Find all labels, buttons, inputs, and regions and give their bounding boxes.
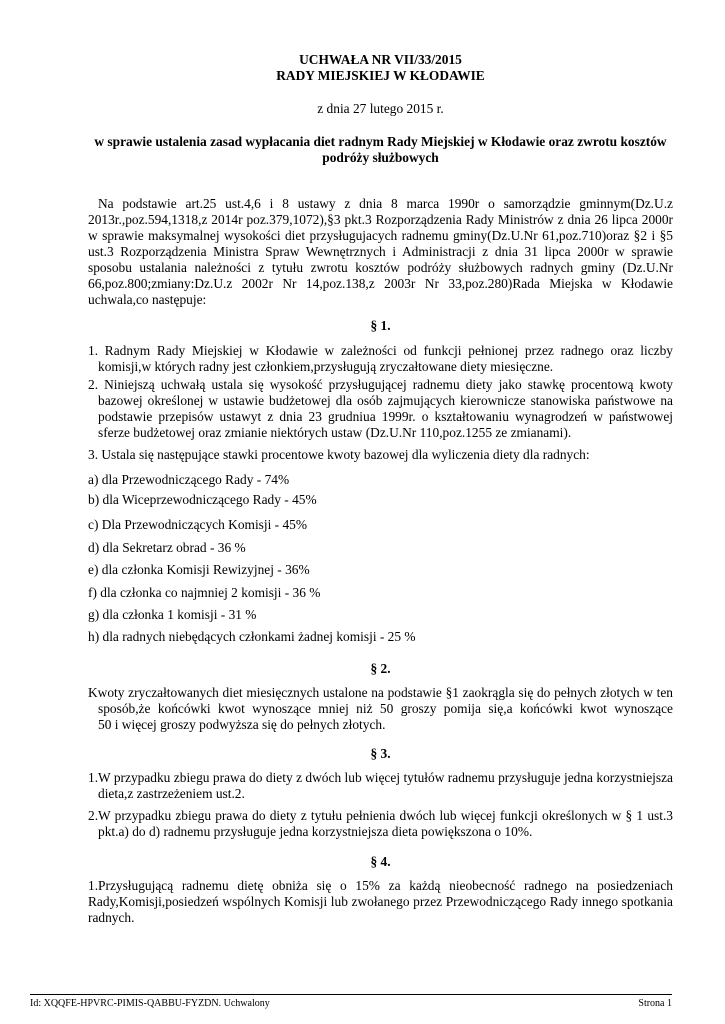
footer-divider: [30, 994, 672, 995]
rate-g: g) dla członka 1 komisji - 31 %: [88, 607, 257, 622]
rate-a: a) dla Przewodniczącego Rady - 74%: [88, 472, 290, 487]
s3-item-2: 2.W przypadku zbiegu prawa do diety z tytułu pełnienia dwóch lub więcej funkcji określonych w § 1 ust.3 pkt.a) do d) radnemu przysługuje jedna korzystniejsza dieta powiększona o 10%.: [88, 808, 673, 839]
section-2-heading: § 2.: [370, 661, 391, 676]
resolution-date: z dnia 27 lutego 2015 r.: [317, 101, 444, 116]
section-3-heading: § 3.: [370, 746, 391, 761]
rate-b: b) dla Wiceprzewodniczącego Rady - 45%: [88, 492, 317, 507]
rate-c: c) Dla Przewodniczących Komisji - 45%: [88, 517, 308, 532]
s1-item-1: 1. Radnym Rady Miejskiej w Kłodawie w zależności od funkcji pełnionej przez radnego oraz liczby komisji,w których radny jest członkiem,przysługują zryczałtowane diety miesięczne.: [88, 343, 673, 374]
s1-item-3: 3. Ustala się następujące stawki procentowe kwoty bazowej dla wyliczenia diety dla radnych:: [88, 447, 590, 462]
section-1-heading: § 1.: [370, 318, 391, 333]
rate-d: d) dla Sekretarz obrad - 36 %: [88, 540, 246, 555]
rate-h: h) dla radnych niebędących członkami żadnej komisji - 25 %: [88, 629, 416, 644]
s2-text: Kwoty zryczałtowanych diet miesięcznych ustalone na podstawie §1 zaokrągla się do pełnych złotych w ten sposób,że końcówki kwot wynoszące mniej niż 50 groszy pomija się,a końcówki kwot wynoszące 50 i więcej groszy podwyższa się do pełnych złotych.: [88, 685, 673, 732]
resolution-number: UCHWAŁA NR VII/33/2015: [299, 52, 462, 67]
section-4-heading: § 4.: [370, 854, 391, 869]
preamble: Na podstawie art.25 ust.4,6 i 8 ustawy z dnia 8 marca 1990r o samorządzie gminnym(Dz.U.z 2013r.,poz.594,1318,z 2014r poz.379,1072),§3 pkt.3 Rozporządzenia Rady Ministrów z dnia 26 lipca 2000r w sprawie maksymalnej wysokości diet przysługujacych radnemu gminy(Dz.U.Nr 61,poz.710)oraz §2 i §5 ust.3 Rozporządzenia Ministra Spraw Wewnętrznych i Administracji z dnia 31 lipca 2000r w sprawie sposobu ustalania należności z tytułu zwrotu kosztów podróży służbowych radnych gminy (Dz.U.Nr 66,poz.800;zmiany:Dz.U.z 2002r Nr 14,poz.138,z 2003r Nr 33,poz.280)Rada Miejska w Kłodawie uchwala,co następuje:: [88, 196, 673, 307]
rate-e: e) dla członka Komisji Rewizyjnej - 36%: [88, 562, 310, 577]
s3-item-1: 1.W przypadku zbiegu prawa do diety z dwóch lub więcej tytułów radnemu przysługuje jedna korzystniejsza dieta,z zastrzeżeniem ust.2.: [88, 770, 673, 801]
subject-line-2: podróży służbowych: [322, 150, 439, 165]
s1-item-2: 2. Niniejszą uchwałą ustala się wysokość przysługującej radnemu diety jako stawkę procentową kwoty bazowej określonej w ustawie budżetowej dla osób zajmujących kierownicze stanowiska państwowe na podstawie przepisów ustawyt z dnia 23 grudniua 1999r. o kształtowaniu wynagrodzeń w państwowej sferze budżetowej oraz zmianie niektórych ustaw (Dz.U.Nr 110,poz.1255 ze zmianami).: [88, 377, 673, 440]
document-id: Id: XQQFE-HPVRC-PIMIS-QABBU-FYZDN. Uchwalony: [30, 998, 270, 1009]
rate-f: f) dla członka co najmniej 2 komisji - 36 %: [88, 585, 321, 600]
page-number: Strona 1: [638, 998, 672, 1009]
subject-line-1: w sprawie ustalenia zasad wypłacania diet radnym Rady Miejskiej w Kłodawie oraz zwrotu kosztów: [94, 134, 667, 149]
council-name: RADY MIEJSKIEJ W KŁODAWIE: [276, 68, 485, 83]
s4-item-1: 1.Przysługującą radnemu dietę obniża się o 15% za każdą nieobecność radnego na posiedzeniach Rady,Komisji,posiedzeń wspólnych Komisji lub zwołanego przez Przewodniczącego Rady innego spotkania radnych.: [88, 878, 673, 925]
